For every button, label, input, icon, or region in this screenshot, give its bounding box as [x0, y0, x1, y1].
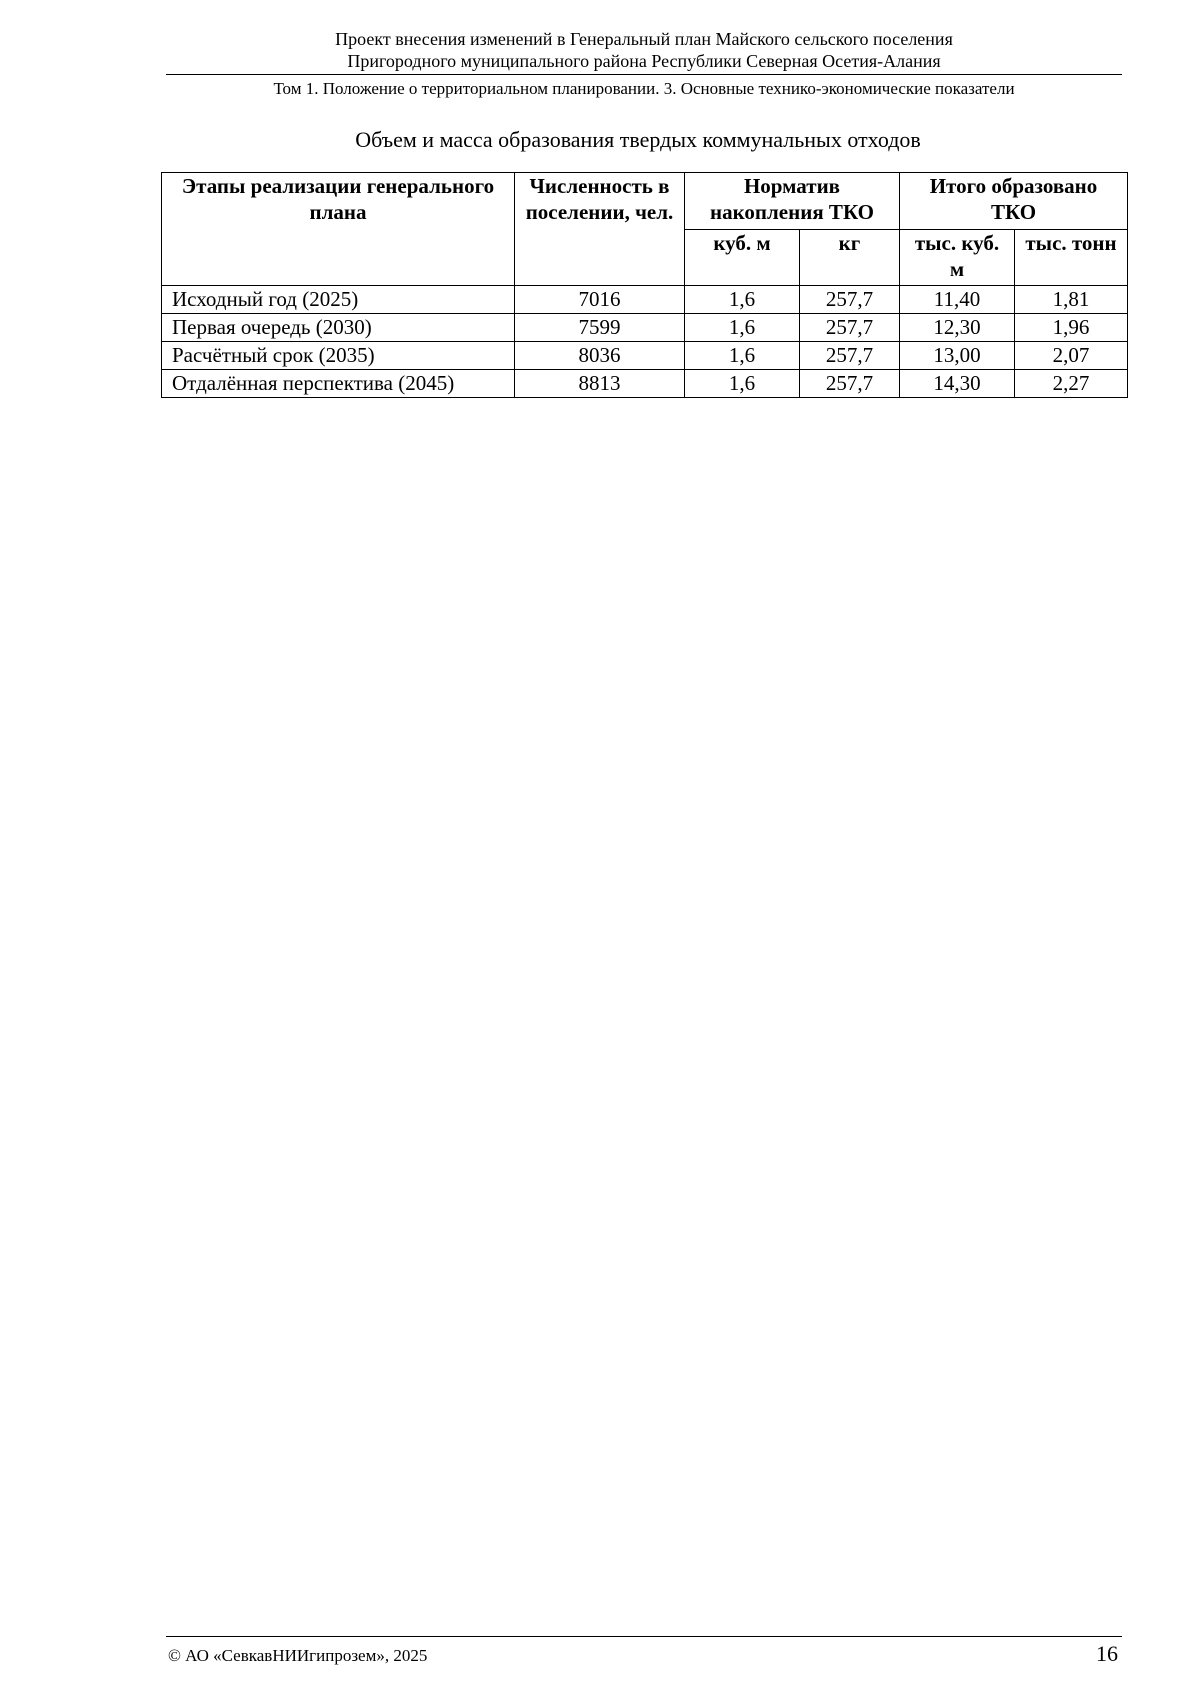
header-row-1	[162, 173, 1128, 230]
table-row	[162, 314, 1128, 342]
header-norm-m3: куб. м	[685, 229, 800, 286]
header-total-t: тыс. тонн	[1015, 229, 1128, 286]
cell-stage: Исходный год (2025)	[162, 286, 515, 314]
cell-norm-kg: 257,7	[800, 342, 900, 370]
cell-population: 8036	[515, 342, 685, 370]
cell-norm-m3: 1,6	[685, 370, 800, 398]
table-row	[162, 370, 1128, 398]
footer-divider	[166, 1636, 1122, 1637]
cell-total-m3: 14,30	[900, 370, 1015, 398]
header-project-line-1: Проект внесения изменений в Генеральный план Майского сельского поселения	[335, 29, 953, 49]
table-row	[162, 342, 1128, 370]
cell-norm-m3: 1,6	[685, 286, 800, 314]
cell-norm-m3: 1,6	[685, 342, 800, 370]
page-header	[166, 28, 1122, 99]
header-divider	[166, 74, 1122, 75]
table-title: Объем и масса образования твердых коммунальных отходов	[355, 127, 921, 152]
waste-table	[161, 172, 1128, 398]
cell-population: 7599	[515, 314, 685, 342]
page-number: 16	[1096, 1641, 1118, 1666]
header-volume-line: Том 1. Положение о территориальном планировании. 3. Основные технико-экономические показатели	[273, 79, 1015, 98]
cell-total-t: 2,27	[1015, 370, 1128, 398]
cell-total-m3: 13,00	[900, 342, 1015, 370]
header-project-line-2: Пригородного муниципального района Республики Северная Осетия-Алания	[347, 51, 941, 71]
cell-stage: Отдалённая перспектива (2045)	[162, 370, 515, 398]
header-norm-kg: кг	[800, 229, 900, 286]
cell-total-t: 2,07	[1015, 342, 1128, 370]
header-population: Численность в поселении, чел.	[515, 173, 685, 286]
header-total-m3: тыс. куб. м	[900, 229, 1015, 286]
cell-norm-kg: 257,7	[800, 370, 900, 398]
cell-population: 8813	[515, 370, 685, 398]
cell-total-m3: 11,40	[900, 286, 1015, 314]
header-norm: Норматив накопления ТКО	[685, 173, 900, 230]
cell-population: 7016	[515, 286, 685, 314]
header-total: Итого образовано ТКО	[900, 173, 1128, 230]
cell-total-m3: 12,30	[900, 314, 1015, 342]
footer-copyright: © АО «СевкавНИИгипрозем», 2025	[168, 1646, 428, 1665]
cell-total-t: 1,81	[1015, 286, 1128, 314]
page-footer	[166, 1636, 1122, 1667]
cell-norm-m3: 1,6	[685, 314, 800, 342]
cell-norm-kg: 257,7	[800, 286, 900, 314]
cell-total-t: 1,96	[1015, 314, 1128, 342]
cell-norm-kg: 257,7	[800, 314, 900, 342]
header-stages: Этапы реализации генерального плана	[162, 173, 515, 286]
cell-stage: Расчётный срок (2035)	[162, 342, 515, 370]
cell-stage: Первая очередь (2030)	[162, 314, 515, 342]
table-row	[162, 286, 1128, 314]
